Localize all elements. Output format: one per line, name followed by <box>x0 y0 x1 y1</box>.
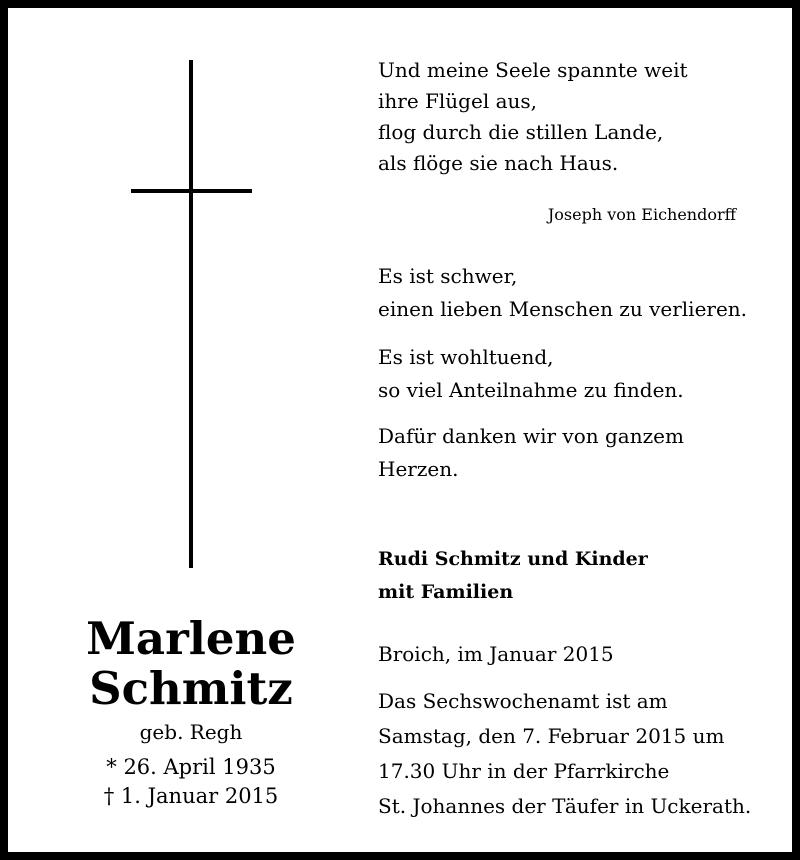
paragraph-line: Es ist wohltuend, <box>378 345 554 369</box>
deceased-block <box>48 614 334 811</box>
paragraph-3 <box>378 420 778 486</box>
service-line: 17.30 Uhr in der Pfarrkirche <box>378 759 670 783</box>
cross-vertical-bar <box>189 60 193 568</box>
paragraph-1 <box>378 260 778 326</box>
paragraph-2 <box>378 341 778 407</box>
deceased-first-name: Marlene <box>86 612 296 665</box>
place-date: Broich, im Januar 2015 <box>378 642 614 666</box>
poem-author: Joseph von Eichendorff <box>547 205 736 224</box>
birth-date: * 26. April 1935 <box>106 755 276 779</box>
maiden-name: geb. Regh <box>139 720 243 744</box>
poem-line: ihre Flügel aus, <box>378 89 538 113</box>
deceased-last-name: Schmitz <box>89 662 293 715</box>
family-signature <box>378 543 778 609</box>
service-notice <box>378 684 778 824</box>
paragraph-line: Herzen. <box>378 457 459 481</box>
cross-horizontal-bar <box>131 189 252 193</box>
paragraph-line: so viel Anteilnahme zu finden. <box>378 378 684 402</box>
poem-line: als flöge sie nach Haus. <box>378 151 619 175</box>
poem-line: Und meine Seele spannte weit <box>378 58 688 82</box>
service-line: Samstag, den 7. Februar 2015 um <box>378 724 725 748</box>
death-date: † 1. Januar 2015 <box>103 784 279 808</box>
service-line: Das Sechswochenamt ist am <box>378 689 668 713</box>
family-line: mit Familien <box>378 581 514 603</box>
family-line: Rudi Schmitz und Kinder <box>378 548 648 570</box>
poem <box>378 55 778 179</box>
service-line: St. Johannes der Täufer in Uckerath. <box>378 794 752 818</box>
paragraph-line: Es ist schwer, <box>378 264 518 288</box>
paragraph-line: einen lieben Menschen zu verlieren. <box>378 297 748 321</box>
poem-line: flog durch die stillen Lande, <box>378 120 664 144</box>
paragraph-line: Dafür danken wir von ganzem <box>378 424 684 448</box>
